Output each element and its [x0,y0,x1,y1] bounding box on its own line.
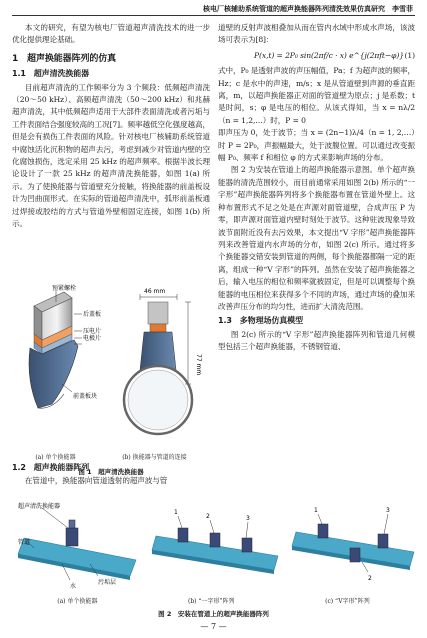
label-bolt: 预紧螺栓 [52,285,77,292]
v-transducer-number-3: 3 [386,507,390,514]
label-water: 水 [70,583,77,590]
figure-1-illustration [12,284,210,444]
section-heading-1-2: 1.2 超声换能器阵列 [12,463,90,472]
figure-1-caption: 图 1 超声清洗换能器 [78,468,144,476]
right-column [218,22,415,354]
pipe-line-array [152,516,278,574]
body-paragraph: 道壁的反射声波相叠加从而在管内水域中形成水声场，该波场可表示为[8]： [218,23,415,45]
journal-article-title: 核电厂核辅助系统管道的超声换能器阵列清洗效果仿真研究 [203,5,385,13]
label-front-cover: 前盖板块 [73,393,98,400]
label-back-cover: 后盖板 [83,311,102,318]
v-transducer-number-2: 2 [368,575,372,582]
running-header [0,0,427,16]
page-number: — 7 — [200,622,227,631]
body-paragraph: 目前超声清洗的工作频率分为 3 个频段：低频超声清洗（20～50 kHz）、高频超声清洗（50～200 kHz）和兆赫超声清洗，其中低频超声适用于大部件表面清洗或者污垢与工件表面结合强度较高的工况[7]。频率越低空化强度越高，但是会有损伤工件表面的风险。针对核电厂核辅助系统管道中腐蚀活化沉积物的超声去污，考虑到减少对管道内壁的空化腐蚀损伤，选定采用 25 kHz 的超声频率。根据半波长理论设计了一款 25 kHz 的超声清洗换能器，如图 1(a) 所示。为了使换能器与管道壁充分接触，将换能器的前盖板设计为凹曲面形式。在实际的管道超声清洗中，弧形前盖板通过焊接或胶结的方式与管道外壁相固定连接，如图 1(b) 所示。 [12,82,210,229]
figure-2b-subcaption: (b) “一字形”阵列 [187,598,235,605]
transducer-number-2: 2 [206,513,210,520]
label-pipe: 管道 [18,539,31,546]
body-paragraph: 在管道中，换能器向管道透射的超声波与管 [24,476,168,486]
intro-paragraph: 本文的研究，有望为核电厂管道超声清洗技术的进一步优化提供理论基础。 [12,23,210,45]
v-transducer-number-1: 1 [314,507,318,514]
pipe-single-transducer [18,508,136,580]
section-heading-1-1: 1.1 超声清洗换能器 [12,69,90,79]
figure-1 [12,284,210,476]
equation-1 [218,50,415,62]
figure-2-illustration [12,500,415,592]
transducer-number-3: 3 [246,515,250,522]
pipe-v-array [292,514,414,572]
figure-2-caption: 图 2 安装在管道上的超声换能器阵列 [158,610,269,618]
body-paragraph: 图 2(c) 所示的“V 字形”超声换能器阵列和管道几何模型包括三个超声换能器，不锈钢管道、 [218,329,415,352]
label-dirt-layer: 污垢层 [98,579,117,586]
equation-number: (1) [404,50,415,60]
equation-body: P(x,t) = 2P₀ sin(2πf/c · x) e^{j(2πft−φ)} [254,50,404,60]
figure-2c-subcaption: (c) “V字形”阵列 [325,598,370,605]
label-transducer: 超声清洗换能器 [18,503,61,510]
label-piezo: 压电片 [83,328,102,335]
author-name: 李雪菲 [392,5,413,13]
header-rule [12,15,415,16]
figure-1b-subcaption: (b) 换能器与管道的连接 [122,454,187,461]
section-heading-1-3: 1.3 多物理场仿真模型 [218,316,303,326]
left-column-continued [12,460,210,488]
transducer-pipe-cross-section [124,294,192,434]
transducer-3d-drawing [29,290,82,408]
figure-2a-subcaption: (a) 单个换能器 [57,598,98,605]
section-heading-1: 1 超声换能器阵列的仿真 [12,53,117,64]
figure-2 [12,500,415,618]
dimension-width: 46 mm [144,288,166,295]
figure-1a-subcaption: (a) 单个换能器 [35,454,76,461]
left-column [12,22,210,231]
transducer-number-1: 1 [174,509,178,516]
dimension-height: 77 mm [195,354,202,376]
body-paragraph: 图 2 为安装在管道上的超声换能器示意图。单个超声换能器的清洗范围较小，而目前通常采用如图 2(b) 所示的“一字形”超声换能器阵列将多个换能器布置在管道外壁上。这种布置形式不足之处是在声源对面管道壁，合成声压 P 为零，即声源对面管道内壁时刻处于波节。这种驻波现象导致波节面附近没有去污效果，本文提出“V 字形”超声换能器阵列来改善管道内水声场的分布，如图 2(c) 所示。通过将多个换能器交错安装到管道的两侧，每个换能器都隔一定的距离，组成一种“V 字形”的阵列。虽然在安装了超声换能器之后，输入电压的相位和频率就被固定，但是可以调整每个换能器的电压相位来获得多个不同的声场，通过声场的叠加来改善声压分布的均匀性，进而扩大清洗范围。 [218,165,415,311]
label-electrode: 电极片 [83,335,102,342]
body-paragraph: 即声压为 0，处于波节；当 x = (2n−1)λ/4（n = 1, 2,…）时 P = 2P₀，声振幅最大，处于波腹位置。可以通过改变振幅 P₀、频率 f 和相位 φ 的方式来影响声场的分布。 [218,128,415,163]
body-paragraph: 式中，P₀ 是透射声波的声压幅值，Pa；f 为超声波的频率，Hz；c 是水中的声速，m/s；x 是从管道壁到声源的垂直距离，m，以超声换能器正对面的管道壁为原点；j 是系数；t 是时间，s；φ 是电压的相位。从该式得知，当 x = nλ/2（n = 1,2,…）时，P = 0 [218,66,415,125]
